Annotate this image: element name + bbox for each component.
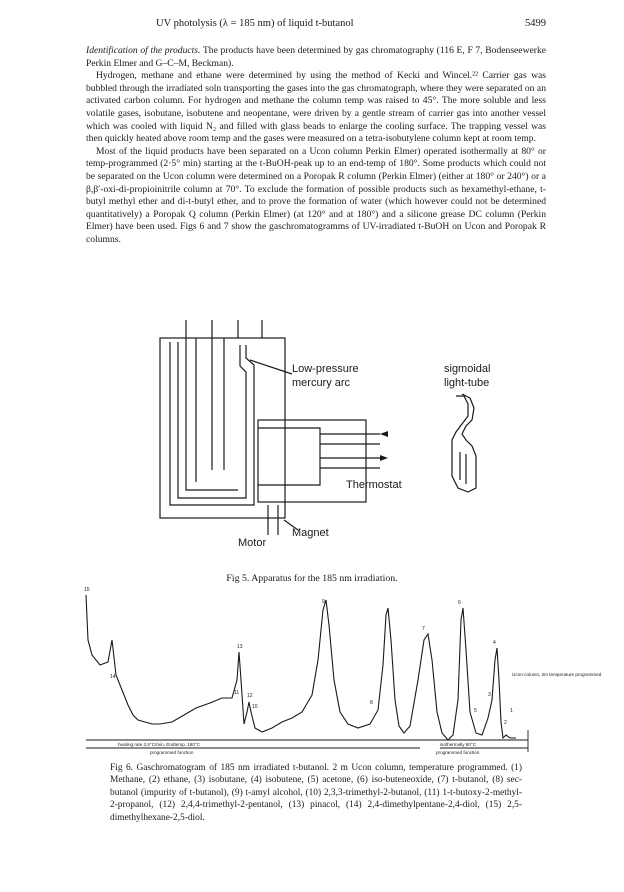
paragraph-liquid-products: Most of the liquid products have been separated on a Ucon column Perkin Elmer) operated isothermally at 80° or temp-programmed (2·5° min) starting at the t-BuOH-peak up to an end-temp of 180°. Some products which could not be separated on the Ucon column were determined on a Poropak R column (Perkin Elmer) (either at 180° or 240°) or a β,β′-oxi-di-propioinitrile column at 70°. To exclude the formation of possible products such as hexamethyl-ethane, t-butyl methyl ether and di-t-butyl ether, and to prove the formation of water (which however could not be determined quantitatively) a Poropak Q column (Perkin Elmer) (at 120° and at 180°) and a silicone grease DC column (Perkin Elmer) have been used. Figs 6 and 7 show the gaschromatogramms of UV-irradiated t-BuOH on Ucon and Poropak R columns. [86, 145, 546, 245]
paragraph-text: The products have been determined by gas chromatography (116 E, F 7, Bodenseewerke Perkin Elmer and G–C–M, Beckman). [86, 45, 547, 69]
peak-label-14: 14 [110, 674, 116, 680]
heating-rate-annotation: heating rate 2,5°C/min, Endtemp. 180°C [118, 742, 201, 747]
isothermal-annotation: isothermally 80°C [440, 742, 477, 747]
peak-label-11: 11 [234, 690, 240, 696]
peak-label-1: 1 [510, 708, 513, 714]
page-number: 5499 [525, 18, 546, 29]
paragraph-gases: Hydrogen, methane and ethane were determined by using the method of Kecki and Wincel.²² Carrier gas was bubbled through the irradiated soln transporting the gases into the gas chromatograph, where they were separated on an activated carbon column. For hydrogen and methane the column temp was raised to 45°. The more soluble and less volatile gases, isobutane, isobutene and neopentane, were driven by a gentle stream of carrier gas into another vessel which was cooled with liquid N₂ and filled with glass beads to enlarge the cooling surface. The trapping vessel was then quickly heated above room temp and the gases were measured on a tetra-isobutylene column kept at room temp. [86, 70, 546, 145]
peak-label-2: 2 [504, 720, 507, 726]
peak-label-3: 3 [488, 692, 491, 698]
peak-label-9: 9 [322, 599, 325, 605]
motor-label: Motor [238, 537, 267, 549]
running-title: UV photolysis (λ = 185 nm) of liquid t-butanol [156, 18, 354, 29]
peak-label-8: 8 [370, 700, 373, 706]
tube-label: sigmoidal [444, 363, 491, 375]
column-annotation: Ucon-column, 2m temperature programmed [512, 672, 602, 677]
peak-label-5: 5 [474, 708, 477, 714]
programmed-annotation-left: programmed function [150, 750, 194, 755]
figure-5-caption: Fig 5. Apparatus for the 185 nm irradiation. [226, 573, 398, 584]
peak-label-10: 10 [252, 704, 258, 710]
tube-label-2: light-tube [444, 377, 490, 389]
magnet-label: Magnet [292, 527, 329, 539]
peak-label-7: 7 [422, 626, 425, 632]
lamp-label-2: mercury arc [292, 377, 351, 389]
peak-label-12: 12 [247, 693, 253, 699]
thermostat-label: Thermostat [346, 479, 402, 491]
peak-label-15: 15 [84, 587, 90, 593]
chromatogram-trace [86, 595, 516, 740]
section-heading: Identification of the products. [86, 45, 201, 56]
peak-label-6: 6 [458, 600, 461, 606]
figure-6-caption: Fig 6. Gaschromatogram of 185 nm irradiated t-butanol. 2 m Ucon column, temperature programmed. (1) Methane, (2) ethane, (3) isobutane, (4) isobutene, (5) acetone, (6) iso-buteneoxide, (7) t-butanol, (8) sec-butanol (impurity of t-butanol), (9) t-amyl alcohol, (10) 2,3,3-trimethyl-2-butanol, (11) 1-t-butoxy-2-methyl-2-propanol, (12) 2,4,4-trimethyl-2-pentanol, (13) pinacol, (14) 2,4-dimethylpentane-2,4-diol, (15) 2,5-dimethylhexane-2,5-diol. [110, 763, 522, 823]
lamp-label: Low-pressure [292, 363, 359, 375]
programmed-annotation-right: programmed function [436, 750, 480, 755]
peak-label-13: 13 [237, 644, 243, 650]
peak-label-4: 4 [493, 640, 496, 646]
